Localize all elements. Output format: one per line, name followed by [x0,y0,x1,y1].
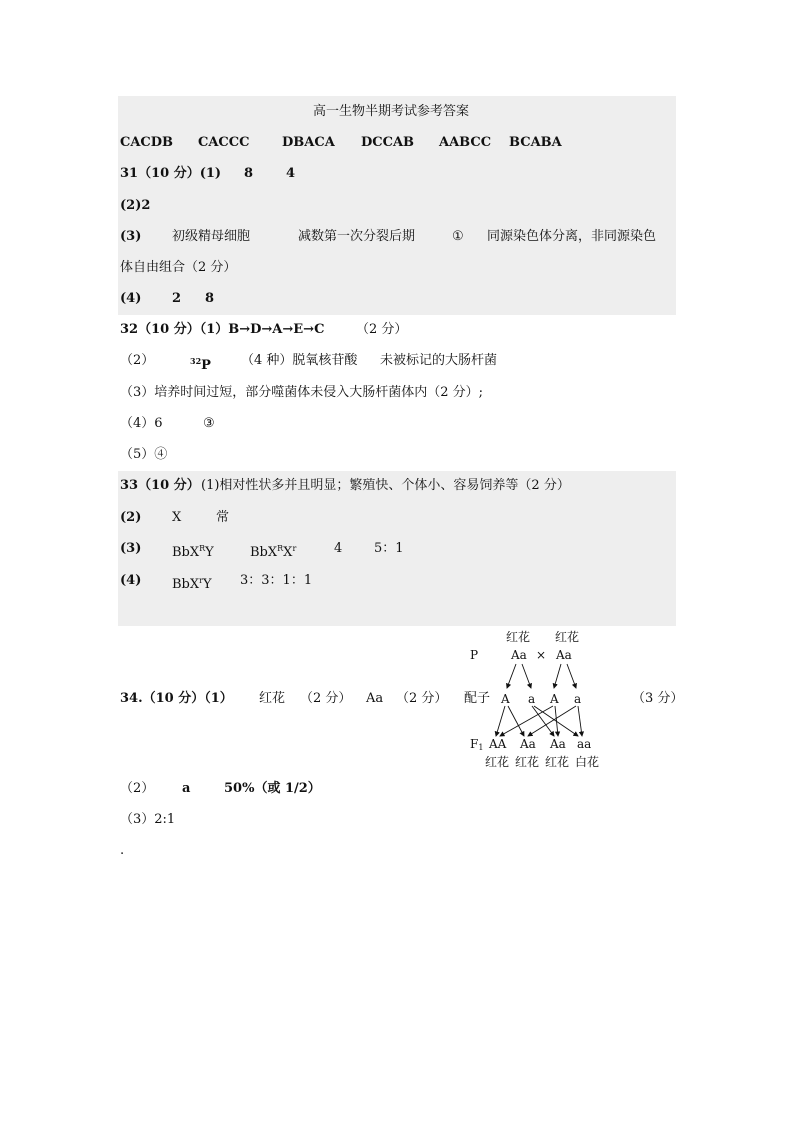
q32-answer: 未被标记的大肠杆菌 [380,353,498,368]
q33-part4-number: (4) [120,573,142,588]
q32-answer: （4 种）脱氧核苷酸 [241,353,358,368]
q32-score: （2 分） [356,322,408,337]
offspring-phenotype: 红花 [485,755,510,769]
offspring-phenotype: 红花 [515,755,540,769]
q32-isotope: $^{32}$P [190,356,211,373]
offspring-phenotype: 红花 [545,755,570,769]
q31-answer: 8 [205,291,215,306]
parent-genotype: Aa [556,648,572,662]
p-generation-label: P [470,648,479,662]
q33-heading: 33（10 分） [120,478,200,493]
offspring-genotype: Aa [550,737,566,751]
arrow-line [500,706,553,736]
q33-answer: 3：3：1：1 [240,573,313,588]
q32-part2-number: （2） [120,353,155,368]
q34-answer: 50%（或 1/2） [224,781,321,796]
parent-phenotype: 红花 [506,630,531,644]
q31-part3-number: (3) [120,229,142,244]
choice-answer-group: AABCC [439,135,492,150]
offspring-genotype: Aa [520,737,536,751]
q32-answer: ③ [203,416,215,431]
arrow-line [496,706,505,736]
q33-answer: 常 [216,510,230,525]
q33-genotype: BbX$^r$Y [172,576,212,592]
offspring-genotype: AA [489,737,507,751]
q34-answer: 红花 [259,691,286,706]
parent-genotype: Aa [511,648,527,662]
gamete: A [501,692,510,706]
choice-answer-group: DCCAB [361,135,415,150]
q31-part4-number: (4) [120,291,142,306]
q31-answer: 4 [286,166,296,181]
shade-block-top [118,96,676,315]
q34-part3: （3）2:1 [120,812,176,827]
q34-answer: Aa [366,691,384,706]
q34-score: （2 分） [396,691,448,706]
q31-answer: ① [452,229,464,244]
q33-part1: (1)相对性状多并且明显；繁殖快、个体小、容易饲养等（2 分） [201,478,570,493]
q31-answer: 2 [172,291,182,306]
q34-score: （3 分） [632,691,684,706]
q33-genotype: BbX$^R$Y [172,544,214,560]
parent-phenotype: 红花 [555,630,580,644]
choice-answer-group: DBACA [282,135,335,150]
arrow-line [507,664,516,688]
arrow-line [578,706,582,736]
q33-genotype: $BbX^RX^r$ [250,544,297,560]
q33-part2-number: (2) [120,510,142,525]
q31-answer: 8 [244,166,254,181]
arrow-line [554,664,561,688]
choice-answer-group: CACCC [198,135,250,150]
offspring-genotype: aa [577,737,592,751]
f1-generation-label: F1 [470,737,484,752]
q32-part3: （3）培养时间过短，部分噬菌体未侵入大肠杆菌体内（2 分）; [120,385,484,400]
q31-answer: 同源染色体分离，非同源染色 [487,229,657,244]
q32-part4: （4）6 [120,416,163,431]
q31-answer: 减数第一次分裂后期 [298,229,416,244]
q32-heading: 32（10 分）（1）B→D→A→E→C [120,322,325,337]
q31-answer: 初级精母细胞 [172,229,251,244]
arrow-line [534,706,578,736]
q31-part2: (2)2 [120,198,151,213]
arrow-line [522,664,531,688]
cross-sign: × [536,648,547,662]
q33-answer: 5：1 [374,541,404,556]
offspring-phenotype: 白花 [575,755,600,769]
q34-score: （2 分） [300,691,352,706]
choice-answer-group: CACDB [120,135,174,150]
choice-answer-group: BCABA [509,135,562,150]
end-mark: . [120,843,125,858]
arrow-line [567,664,576,688]
q34-part2-number: （2） [120,781,155,796]
q33-answer: 4 [334,541,343,556]
q33-answer: X [172,510,182,525]
page-title: 高一生物半期考试参考答案 [313,104,470,119]
gamete: a [528,692,536,706]
q31-answer-continued: 体自由组合（2 分） [120,260,237,275]
arrow-line [508,706,524,736]
gamete: a [574,692,582,706]
genetic-cross-diagram [460,624,620,774]
q32-part5: （5）④ [120,447,168,462]
gamete-label: 配子 [464,691,491,706]
gamete: A [550,692,559,706]
q34-answer: a [182,781,191,796]
q33-part3-number: (3) [120,541,142,556]
q31-heading: 31（10 分）(1) [120,166,222,181]
q34-heading: 34.（10 分）（1） [120,691,233,706]
